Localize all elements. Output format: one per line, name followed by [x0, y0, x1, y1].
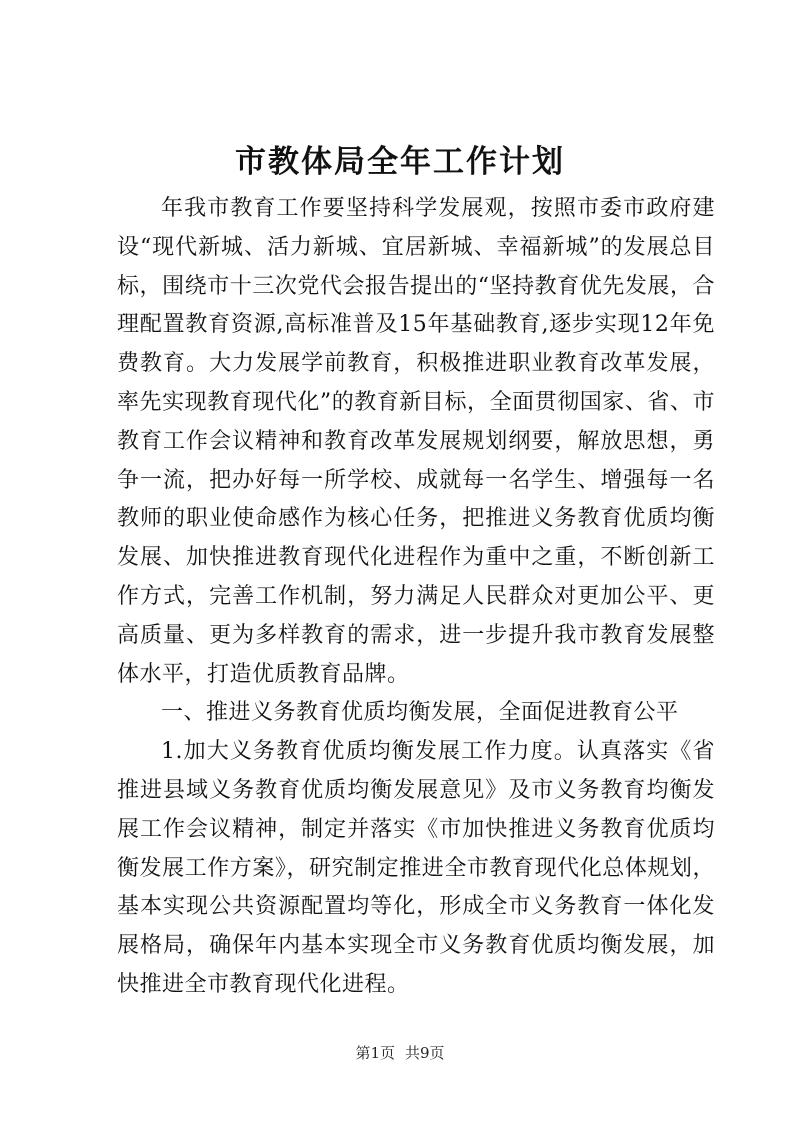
item-paragraph: 1.加大义务教育优质均衡发展工作力度。认真落实《省推进县域义务教育优质均衡发展意见》及市义务教育均衡发展工作会议精神，制定并落实《市加快推进义务教育优质均衡发展工作方案》，研究制定推进全市教育现代化总体规划，基本实现公共资源配置均等化，形成全市义务教育一体化发展格局，确保年内基本实现全市义务教育优质均衡发展，加快推进全市教育现代化进程。	[117, 739, 715, 997]
page-footer	[0, 1043, 800, 1063]
page-total: 共9页	[405, 1044, 445, 1062]
document-title: 市教体局全年工作计划	[235, 144, 565, 180]
document-body	[117, 190, 715, 1005]
page-number: 第1页	[355, 1044, 395, 1062]
intro-paragraph: 年我市教育工作要坚持科学发展观，按照市委市政府建设“现代新城、活力新城、宜居新城、幸福新城”的发展总目标，围绕市十三次党代会报告提出的“坚持教育优先发展，合理配置教育资源,高标准普及15年基础教育,逐步实现12年免费教育。大力发展学前教育，积极推进职业教育改革发展，率先实现教育现代化”的教育新目标，全面贯彻国家、省、市教育工作会议精神和教育改革发展规划纲要，解放思想，勇争一流，把办好每一所学校、成就每一名学生、增强每一名教师的职业使命感作为核心任务，把推进义务教育优质均衡发展、加快推进教育现代化进程作为重中之重，不断创新工作方式，完善工作机制，努力满足人民群众对更加公平、更高质量、更为多样教育的需求，进一步提升我市教育发展整体水平，打造优质教育品牌。	[117, 196, 715, 687]
section-heading: 一、推进义务教育优质均衡发展，全面促进教育公平	[161, 700, 679, 726]
